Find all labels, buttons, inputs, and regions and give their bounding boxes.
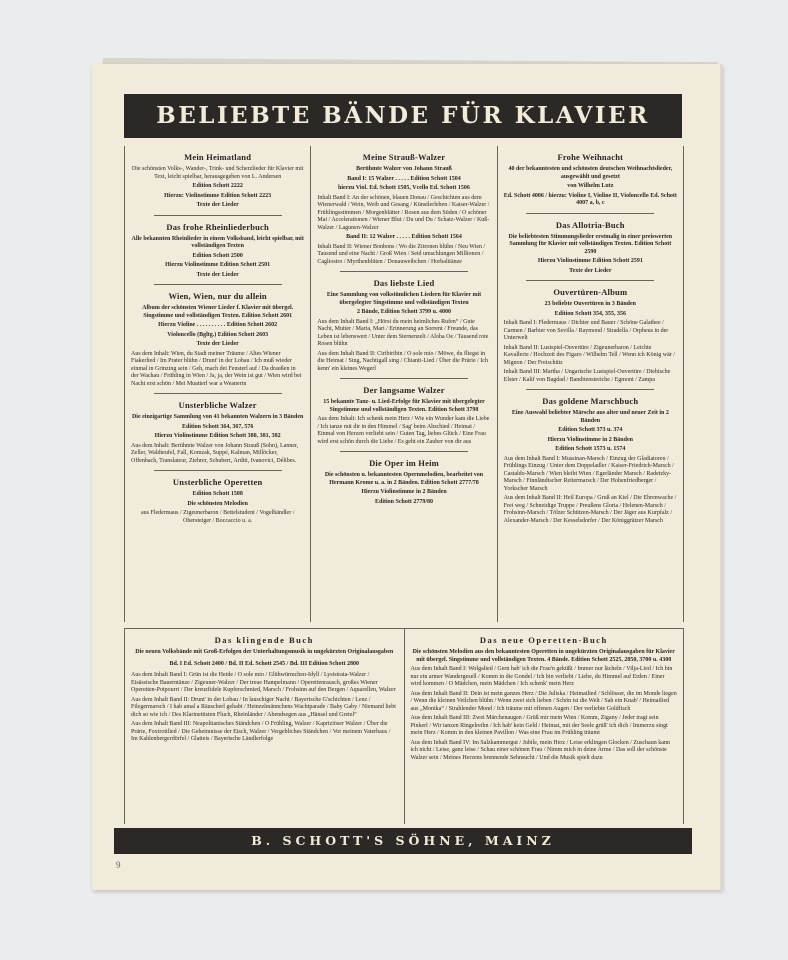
entry-strauss-walzer xyxy=(317,152,490,266)
entry-contents-4: Aus dem Inhalt Band IV: Im Salzkammergut / Jubile, mein Herz / Leise erklingen Glocken / Zuschaun kann ich nicht / Leise, ganz leise / Schau einer schönen Frau / Nimm mich in deine Arme / Das soll der schönste Walzer sein / Meines Herzens brennende Sehnsucht / Und die Musik spielt dazu xyxy=(410,739,670,761)
entry-description: 15 bekannte Tanz- u. Lied-Erfolge für Klavier mit übergelegter Singstimme und vollständigen Texten. Edition Schott 3798 xyxy=(323,399,485,413)
entry-description: Die einzigartige Sammlung von 41 bekannten Walzern in 3 Bänden xyxy=(131,414,304,420)
entry-contents-1: Inhalt Band I: Fledermaus / Dichter und Bauer / Schöne Galathee / Carmen / Barbier von Sevilla / Raymond / Stradella / Orpheus in der Unterwelt xyxy=(503,320,669,341)
entry-title: Wien, Wien, nur du allein xyxy=(168,291,267,301)
divider xyxy=(526,213,654,214)
entry-title: Frohe Weihnacht xyxy=(557,152,624,162)
entry-edition: Edition Schott 373 u. 374 xyxy=(558,427,623,433)
entry-band-2: Band II: 12 Walzer . . . . . Edition Schott 1564 xyxy=(346,234,462,240)
entry-title: Das liebste Lied xyxy=(373,278,435,288)
entry-rheinliederbuch xyxy=(131,222,304,280)
entry-texts: Texte der Lieder xyxy=(569,267,612,274)
entry-violin: Hierzu Violinstimme Edition Schott 380, 381, 382 xyxy=(154,433,281,439)
page-banner: BELIEBTE BÄNDE FÜR KLAVIER xyxy=(124,94,682,138)
entry-description: Die beliebtesten Stimmungslieder erstmalig in einer preiswerten Sammlung für Klavier mit vollständigen Texten. Edition Schott 2590 xyxy=(508,233,673,255)
entry-title: Das Allotria-Buch xyxy=(555,219,625,230)
entry-mein-heimatland xyxy=(131,152,304,210)
entry-title: Das frohe Rheinliederbuch xyxy=(166,221,269,232)
entry-contents-3: Aus dem Inhalt Band III: Neapolitanisches Ständchen / O Frühling, Walzer / Kapriziöser Walzer / Über die Prärie, Foxtrottlied / Die Geheimnisse der Etsch, Walzer / Vergebliches Ständchen / Vor meinem Vaterhaus / Im Kahlenbergerdörfel / Glatteis / Bayerische Ländlerfolge xyxy=(131,721,391,742)
entry-title: Unsterbliche Walzer xyxy=(178,400,257,410)
entry-contents-2: Inhalt Band II: Wiener Bonbons / Wo die Zitronen blühn / Neu Wien / Tausend und eine Nacht / Groß Wien / Seid umschlungen Millionen / Cagliostro / Myrthenblüten / Donauweibchen / Horbalitänze xyxy=(317,243,486,265)
entry-contents: aus Fledermaus / Zigeunerbaron / Bettelstudent / Vogelhändler / Obersteiger / Boccaccio u. a. xyxy=(140,510,295,524)
entry-description: Die schönsten Melodien aus den bekanntesten Operetten in ungekürzten Originalausgaben für Klavier mit übergel. Singstimme und vollständigen Texten. 4 Bände. Edition Schott 2525, 2850, 3700 u. 4300 xyxy=(412,649,675,663)
publisher-footer: B. SCHOTT'S SÖHNE, MAINZ xyxy=(114,828,692,854)
entry-violin: Hierzu Violinstimme Edition Schott 2591 xyxy=(537,258,643,264)
entry-contents: Aus dem Inhalt: Berühmte Walzer von Johann Strauß (Sohn), Lanner, Zeller, Waldteufel, Fall, Komzak, Suppé, Kalman, Millöcker, Offenbach, Translateur, Ziehrer, Schubert, Arditi, Ivanovici, Délibes. xyxy=(131,442,299,464)
entry-edition: Edition Schott 364, 367, 576 xyxy=(181,423,254,430)
entry-title: Das goldene Marschbuch xyxy=(542,396,639,406)
catalog-page xyxy=(92,64,722,890)
entry-edition-violin: Edition Schott 1573 u. 1574 xyxy=(555,446,626,452)
column-2 xyxy=(311,146,497,622)
entry-violin: Hierzu: Violinstimme Edition Schott 2223 xyxy=(164,192,272,199)
divider xyxy=(154,284,282,285)
entry-edition: Edition Schott 2779/80 xyxy=(374,498,433,505)
entry-title: Die Oper im Heim xyxy=(369,458,439,468)
entry-block xyxy=(131,635,398,744)
entry-edition: Ed. Schott 4006 / hierzu: Violine I, Violine II, Violoncello Ed. Schott 4007 a, b, c xyxy=(503,192,677,206)
entry-title: Mein Heimatland xyxy=(184,152,252,162)
entry-author: von Wilhelm Lutz xyxy=(567,183,614,189)
entry-description: Die neuen Volksbände mit Groß-Erfolgen der Unterhaltungsmusik in ungekürzten Originalausgaben xyxy=(135,649,394,655)
page-number: 9 xyxy=(116,860,121,870)
entry-title: Ouvertüren-Album xyxy=(553,287,628,297)
two-column-section xyxy=(124,628,684,824)
entry-violin: Hierzu Violine . . . . . . . . . . Edition Schott 2602 xyxy=(158,322,278,328)
entry-band-1: Band I: 15 Walzer . . . . . Edition Schott 1504 xyxy=(347,175,461,182)
entry-liebste-lied xyxy=(317,278,490,373)
entry-texts: Texte der Lieder xyxy=(196,202,239,208)
entry-title: Das neue Operetten-Buch xyxy=(479,635,608,645)
entry-contents-1: Aus dem Inhalt Band I: „Hörst du mein heimliches Rufen“ / Gute Nacht, Mutter / Maria, Mari / Erinnerung an Sorrent / Freunde, das Leben ist lebenswert / Unter dem Sternenzelt / Aloha Oe / Tausend rote Rosen blühn xyxy=(317,318,489,347)
entry-frohe-weihnacht xyxy=(504,152,677,208)
entry-contents-3: Inhalt Band III: Martha / Ungarische Lustspiel-Ouvertüre / Diebische Elster / Kalif von Bagdad / Banditenstreiche / Egmont / Zampa xyxy=(503,369,671,383)
entry-texts: Texte der Lieder xyxy=(196,271,239,278)
entry-description: Eine Auswahl beliebter Märsche aus alter und neuer Zeit in 2 Bänden xyxy=(511,410,669,424)
entry-klingende-buch xyxy=(125,629,405,824)
entry-neue-operetten-buch xyxy=(405,629,684,824)
entry-band-1-parts: hierzu Viol. Ed. Schott 1505, Vcello Ed. Schott 1506 xyxy=(338,185,470,191)
entry-description: Die schönsten u. bekanntesten Opernmelodien, bearbeitet von Hermann Krome u. a. in 2 Bänden. Edition Schott 2777/78 xyxy=(324,472,484,486)
entry-subtitle: Die schönsten Melodien xyxy=(187,500,248,507)
entry-goldene-marschbuch xyxy=(504,396,677,525)
entry-title: Der langsame Walzer xyxy=(363,385,445,395)
entry-edition: 2 Bände, Edition Schott 3799 u. 4000 xyxy=(356,309,451,315)
entry-block xyxy=(411,635,678,762)
entry-description: Eine Sammlung von volkstümlichen Liedern für Klavier mit übergelegter Singstimme und vollständigen Texten xyxy=(326,292,482,306)
entry-contents-2: Aus dem Inhalt Band II: Drunt' in der Lobau / In lauschiger Nacht / Bayerische G'schichten / Lenz / Filegermarsch / I hab amal a Räuscherl gehabt / Heinzelmännchens Wachtparade / Baby Gaby / Niemand liebt dich so wie ich / Des Klarinettisten Fluch, Rheinländer / Abendsegen aus „Hänsel und Gretel“ xyxy=(131,696,396,718)
entry-description: Die schönsten Volks-, Wander-, Trink- und Scherzlieder für Klavier mit Text, leicht spielbar, herausgegeben von L. Andersen xyxy=(131,166,304,180)
column-1 xyxy=(125,146,311,622)
entry-violin: Hierzu Violinstimme Edition Schott 2501 xyxy=(165,262,271,268)
divider xyxy=(154,470,282,471)
column-3 xyxy=(498,146,683,622)
entry-description: 23 beliebte Ouvertüren in 3 Bänden xyxy=(544,301,637,307)
entry-contents-2: Aus dem Inhalt Band II: Dein ist mein ganzes Herz / Die Juliska / Heimatlied / Schlösser, die im Monde liegen / Wenn die kleinen Veilchen blühn / Wenn zwei sich lieben / Schön ist die Welt / Sah ein Knab' / Heimatlied aus „Monika“ / Strahlender Mond / Ich träume mit offenen Augen / Der verliebte Goldfisch xyxy=(410,690,677,712)
entry-unsterbliche-operetten xyxy=(131,477,304,525)
entry-contents-2: Inhalt Band II: Lustspiel-Ouvertüre / Zigeunerbaron / Leichte Kavallerie / Hochzeit des Figaro / Wilhelm Tell / Wenn ich König wär / Mignon / Der Freischütz xyxy=(503,344,675,366)
entry-cello: Violoncello (Bgltg.) Edition Schott 2603 xyxy=(167,331,269,338)
entry-unsterbliche-walzer xyxy=(131,400,304,465)
entry-violin: Hierzu Violinstimme in 2 Bänden xyxy=(547,436,633,443)
entry-description: Berühmte Walzer von Johann Strauß xyxy=(356,166,452,172)
entry-contents: Aus dem Inhalt: Ich schenk mein Herz / Wie ein Wunder kam die Liebe / Ich tanze mit dir in den Himmel / Sag' beim Abschied / Heimat / Einmal von Herzen verliebt sein / Guten Tag, liebes Glück / Eine Frau wird erst schön durch die Liebe / Es geht ein Zauber von dir aus xyxy=(317,416,490,445)
entry-contents-2: Aus dem Inhalt Band II: Heil Europa / Gruß an Kiel / Die Ehrenwache / Frei weg / Schneidige Truppe / Preußens Gloria / Helenen-Marsch / Frohsinn-Marsch / Tölzer Schützen-Marsch / Der Jäger aus Kurpfalz / Alexander-Marsch / Der Kesselsdorfer / Der Königgrätzer Marsch xyxy=(503,495,677,524)
entry-wien-wien xyxy=(131,291,304,388)
entry-allotria-buch xyxy=(504,220,677,276)
entry-description: Album der schönsten Wiener Lieder f. Klavier mit übergel. Singstimme und vollständigen Texten. Edition Schott 2601 xyxy=(142,305,294,319)
entry-edition: Edition Schott 1508 xyxy=(192,491,243,497)
divider xyxy=(526,389,654,390)
entry-edition: Edition Schott 354, 355, 356 xyxy=(554,310,626,317)
entry-title: Unsterbliche Operetten xyxy=(172,477,263,487)
divider xyxy=(340,451,468,452)
divider xyxy=(340,271,468,272)
entry-title: Meine Strauß-Walzer xyxy=(362,152,446,162)
divider xyxy=(526,280,654,281)
entry-oper-im-heim xyxy=(317,458,490,506)
entry-ouvertueren-album xyxy=(504,287,677,384)
divider xyxy=(154,393,282,394)
entry-contents: Aus dem Inhalt: Wien, du Stadt meiner Träume / Altes Wiener Fiakerlied / Im Prater blühn / Drunt' in der Lobau / Ich muß wieder einmal in Grinzing sein / Geh, mach dei Fensterl auf / Da draußen in der Wachau / Frühling in Wien / Ja, ja, der Wein ist gut / Wien wird bei Nacht erst schön / Mei Muatterl war a Weanerin xyxy=(131,350,302,387)
divider xyxy=(340,378,468,379)
entry-edition: Edition Schott 2500 xyxy=(192,252,243,259)
entry-contents-1: Aus dem Inhalt Band I: Wolgalied / Gern hab' ich die Frau'n geküßt / Immer nur lächeln / Vilja-Lied / Ich bin nur ein armer Wandergesell / Komm in die Gondel / Ich bin verliebt / Liebe, du Himmel auf Erden / Einer wird kommen / O Mädchen, mein Mädchen / Ich schenk' mein Herz xyxy=(410,666,673,687)
entry-contents-3: Aus dem Inhalt Band III: Zwei Märchenaugen / Grüß mir mein Wien / Komm, Zigany / Jeder tragt sein Pinkerl / Wir tanzen Ringelreihn / Ich hab' kein Geld / Heimat, mit der Seele grüß' ich dich / Immerzu singt mein Herz / Komm in den kleinen Pavillon / Was eine Frau im Frühling träumt xyxy=(410,715,668,736)
entry-langsame-walzer xyxy=(317,385,490,446)
entry-description: 40 der bekanntesten und schönsten deutschen Weihnachtslieder, ausgewählt und gesetzt xyxy=(508,166,673,180)
entry-contents-2: Aus dem Inhalt Band II: Ciribiribin / O sole mio / Möwe, du fliegst in die Heimat / Sing, Nachtigall sing / Chianti-Lied / Über die Prärie / Ich kenn' ein kleines Wegerl xyxy=(317,350,488,372)
entry-contents-1: Aus dem Inhalt Band I: Mussinan-Marsch / Einzug der Gladiatoren / Frühlings Einzug / Unter dem Doppeladler / Kaiser-Friedrich-Marsch / Castaldo-Marsch / Wien bleibt Wien / Egerländer Marsch / Radetzky-Marsch / Finnländischer Reitermarsch / Der Hohenfriedberger / Yorkscher Marsch xyxy=(503,455,674,492)
entry-title: Das klingende Buch xyxy=(214,635,314,645)
three-column-grid xyxy=(124,146,684,622)
entry-edition: Edition Schott 2222 xyxy=(192,183,243,189)
entry-description: Alle bekannten Rheinlieder in einem Volksband, leicht spielbar, mit vollständigen Texten xyxy=(131,235,304,249)
entry-texts: Texte der Lieder xyxy=(196,341,239,347)
entry-contents-1: Inhalt Band I: An der schönen, blauen Donau / Geschichten aus dem Wienerwald / Wein, Weib und Gesang / Künstlerleben / Kaiser-Walzer / Frühlingsstimmen / Morgenblätter / Rosen aus dem Süden / O schöner Mai / Accelerationen / Wiener Blut / Du und Du / Schatz-Walzer / Kuß-Walzer / Lagunen-Walzer xyxy=(317,194,490,231)
entry-contents-1: Aus dem Inhalt Band I: Grün ist die Heide / O sole mio / Glühwürmchen-Idyll / Lysistrata-Walzer / Eisässische Bauerntänze / Zigeuner-Walzer / Der treue Hampelmann / Operettenrausch, großes Wiener Operetten-Potpourri / Der kreuzfidele Kupferschmied, Marsch / Frohsinn auf den Bergen / Aquarellen, Walzer xyxy=(131,672,396,693)
entry-violin: Hierzu Violinstimme in 2 Bänden xyxy=(361,489,447,495)
divider xyxy=(154,215,282,216)
entry-edition: Bd. I Ed. Schott 2400 / Bd. II Ed. Schott 2545 / Bd. III Edition Schott 2800 xyxy=(169,660,360,667)
